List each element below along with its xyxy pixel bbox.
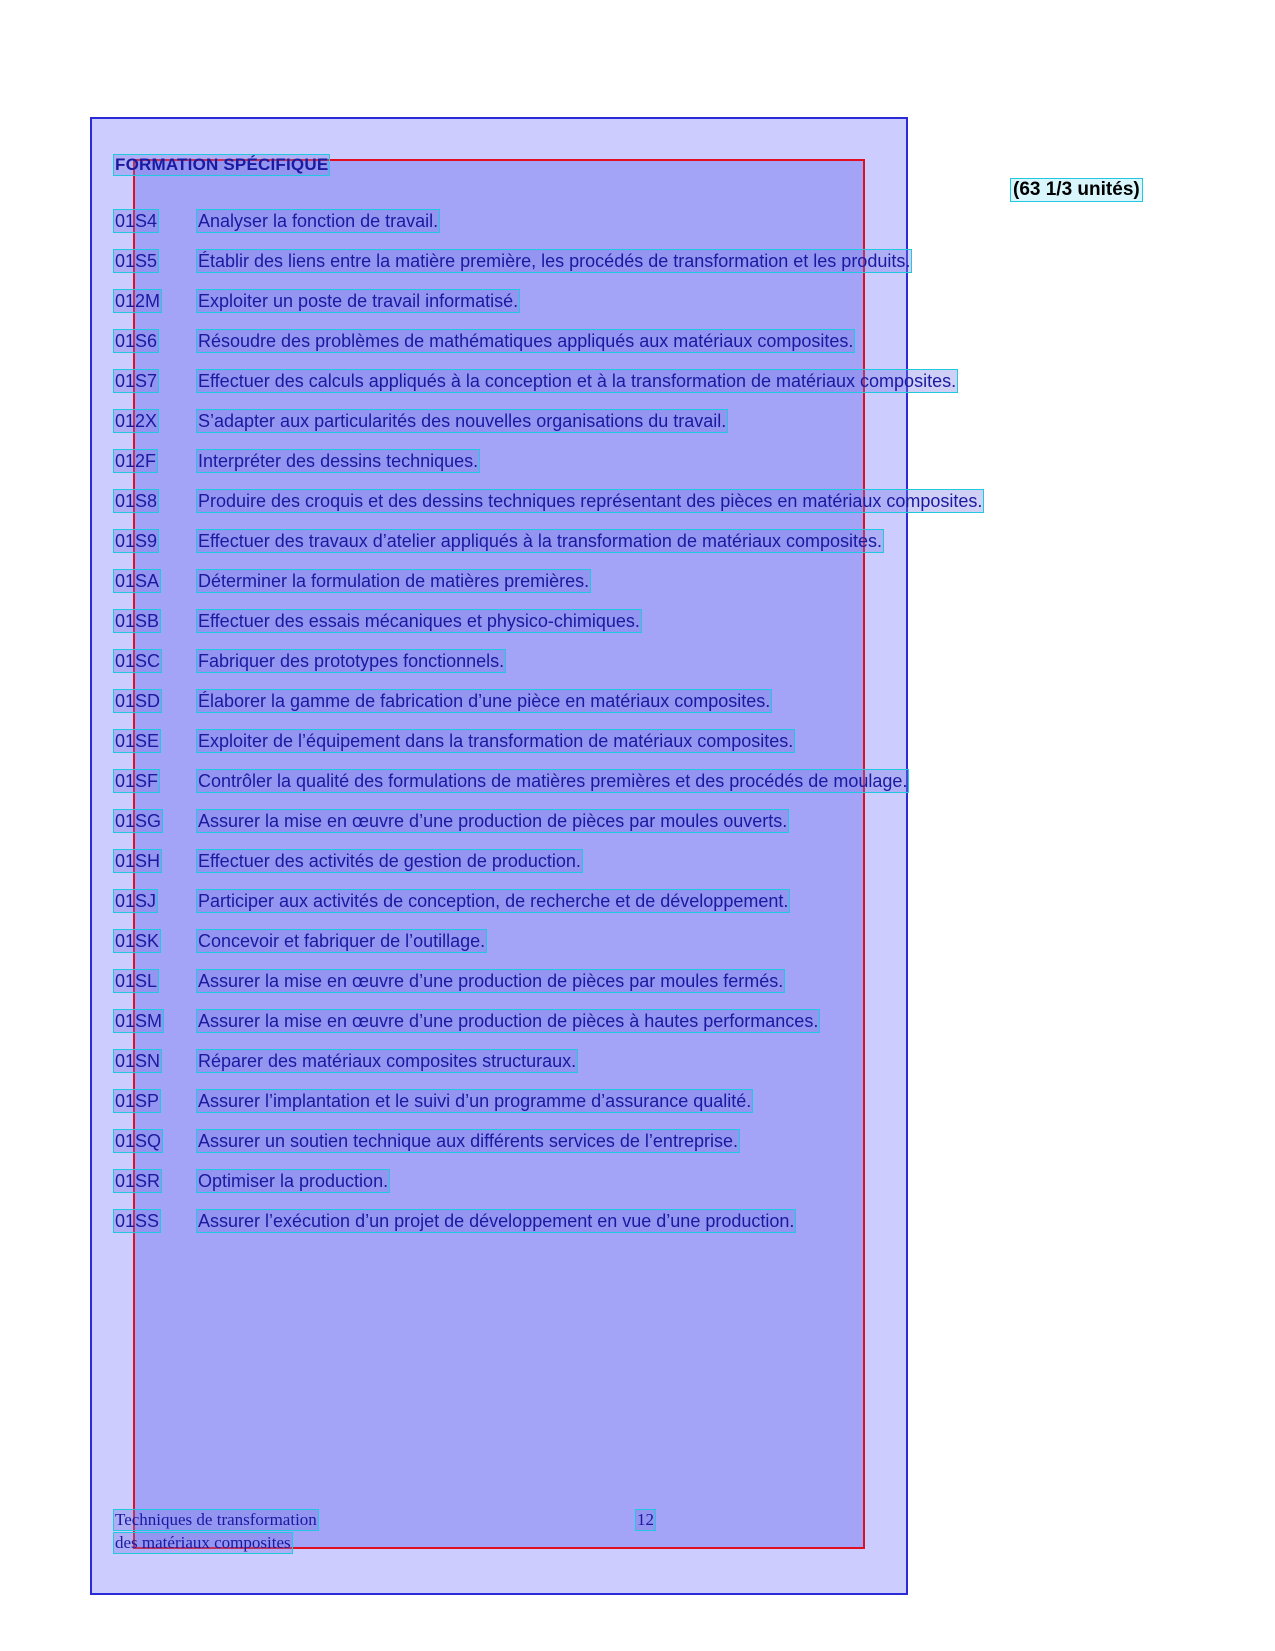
course-code: 01SG — [115, 811, 162, 831]
course-code: 01SS — [115, 1211, 160, 1231]
course-title: Assurer la mise en œuvre d’une production de pièces par moules fermés. — [198, 971, 784, 991]
course-title: S’adapter aux particularités des nouvelles organisations du travail. — [198, 411, 727, 431]
course-title: Déterminer la formulation de matières premières. — [198, 571, 590, 591]
course-code: 01SR — [115, 1171, 161, 1191]
course-title: Interpréter des dessins techniques. — [198, 451, 479, 471]
course-title: Optimiser la production. — [198, 1171, 389, 1191]
course-code: 01S4 — [115, 211, 158, 231]
course-code: 012M — [115, 291, 161, 311]
course-title: Élaborer la gamme de fabrication d’une pièce en matériaux composites. — [198, 691, 771, 711]
course-title: Effectuer des travaux d’atelier appliqués à la transformation de matériaux composites. — [198, 531, 883, 551]
course-title: Établir des liens entre la matière première, les procédés de transformation et les produits. — [198, 251, 911, 271]
course-title: Produire des croquis et des dessins techniques représentant des pièces en matériaux composites. — [198, 491, 983, 511]
course-title: Assurer l’implantation et le suivi d’un programme d’assurance qualité. — [198, 1091, 752, 1111]
course-code: 01S8 — [115, 491, 158, 511]
course-title: Assurer l’exécution d’un projet de développement en vue d’une production. — [198, 1211, 795, 1231]
course-title: Exploiter de l’équipement dans la transformation de matériaux composites. — [198, 731, 794, 751]
course-title: Fabriquer des prototypes fonctionnels. — [198, 651, 505, 671]
course-code: 01SD — [115, 691, 161, 711]
course-title: Assurer la mise en œuvre d’une production de pièces par moules ouverts. — [198, 811, 788, 831]
course-title: Contrôler la qualité des formulations de matières premières et des procédés de moulage. — [198, 771, 908, 791]
course-code: 01S5 — [115, 251, 158, 271]
course-code: 01S6 — [115, 331, 158, 351]
footer-program-line1: Techniques de transformation — [115, 1510, 317, 1529]
course-code: 01SN — [115, 1051, 161, 1071]
course-code: 01SK — [115, 931, 160, 951]
course-code: 01SF — [115, 771, 159, 791]
course-code: 01SC — [115, 651, 161, 671]
course-title: Effectuer des activités de gestion de production. — [198, 851, 581, 871]
course-code: 01SA — [115, 571, 160, 591]
course-code: 01S9 — [115, 531, 158, 551]
section-title: FORMATION SPÉCIFIQUE — [115, 155, 329, 174]
course-code: 01SM — [115, 1011, 163, 1031]
course-code: 01SJ — [115, 891, 157, 911]
course-title: Effectuer des essais mécaniques et physico-chimiques. — [198, 611, 640, 631]
course-title: Participer aux activités de conception, de recherche et de développement. — [198, 891, 789, 911]
units-label: (63 1/3 unités) — [1013, 179, 1140, 200]
footer-page-number: 12 — [637, 1510, 654, 1529]
course-code: 012F — [115, 451, 157, 471]
course-code: 01S7 — [115, 371, 158, 391]
course-code: 01SQ — [115, 1131, 162, 1151]
course-code: 01SP — [115, 1091, 160, 1111]
course-title: Analyser la fonction de travail. — [198, 211, 439, 231]
course-title: Effectuer des calculs appliqués à la conception et à la transformation de matériaux composites. — [198, 371, 957, 391]
course-code: 012X — [115, 411, 158, 431]
course-title: Résoudre des problèmes de mathématiques appliqués aux matériaux composites. — [198, 331, 854, 351]
course-title: Exploiter un poste de travail informatisé. — [198, 291, 519, 311]
footer-program-line2: des matériaux composites — [115, 1533, 291, 1552]
course-title: Concevoir et fabriquer de l’outillage. — [198, 931, 486, 951]
course-code: 01SH — [115, 851, 161, 871]
course-title: Réparer des matériaux composites structuraux. — [198, 1051, 577, 1071]
course-code: 01SL — [115, 971, 158, 991]
course-title: Assurer un soutien technique aux différents services de l’entreprise. — [198, 1131, 738, 1151]
course-title: Assurer la mise en œuvre d’une production de pièces à hautes performances. — [198, 1011, 819, 1031]
course-code: 01SE — [115, 731, 160, 751]
course-code: 01SB — [115, 611, 160, 631]
